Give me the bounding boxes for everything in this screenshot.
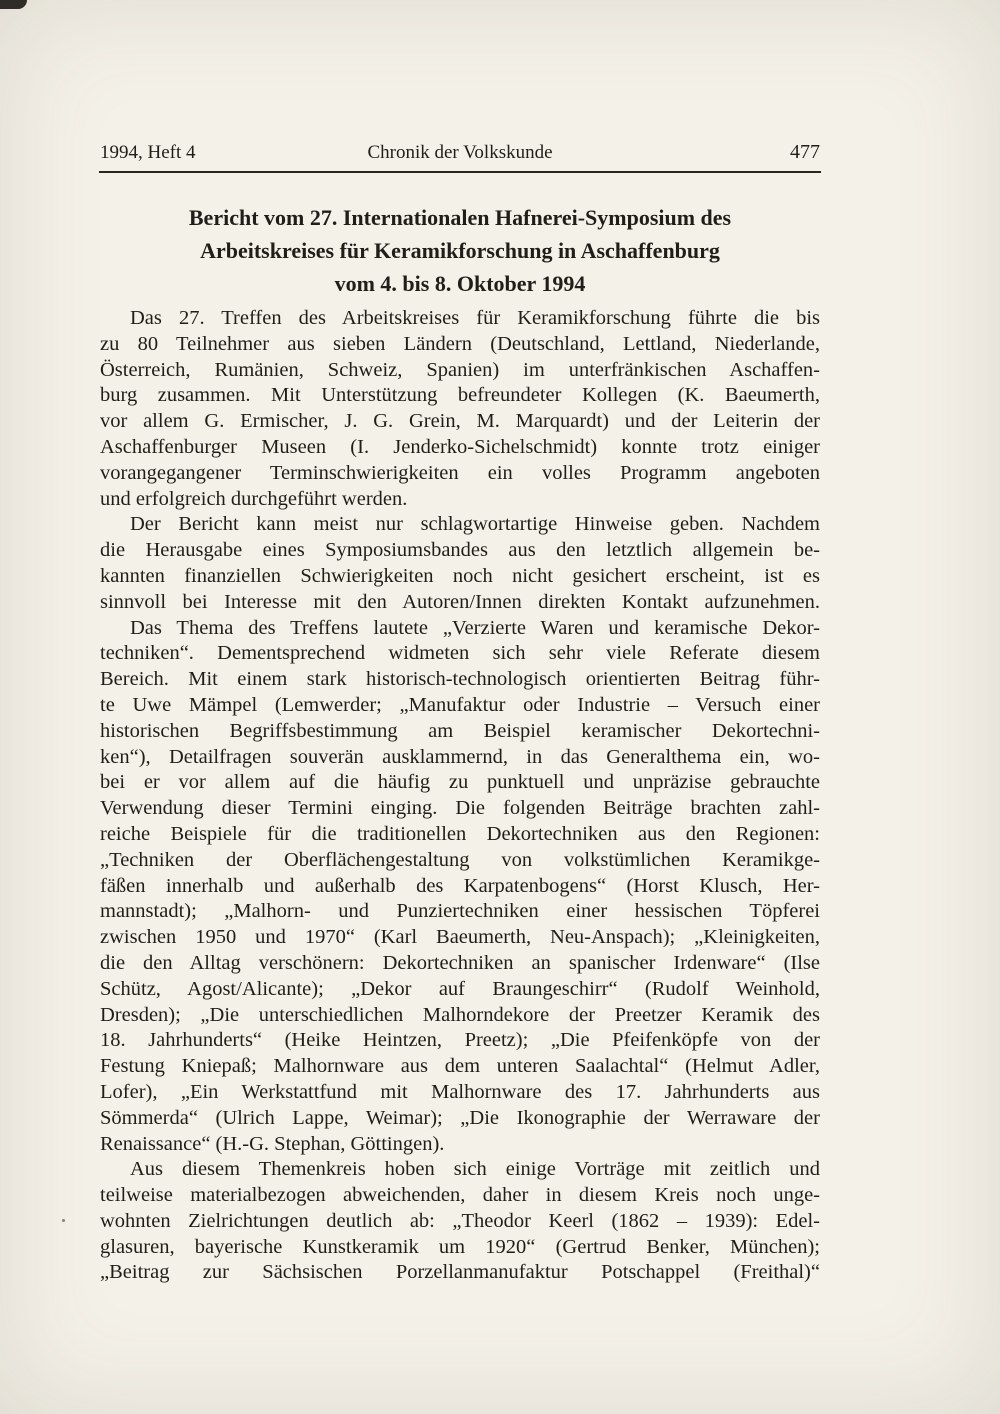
text-line: vor allem G. Ermischer, J. G. Grein, M. Marquardt) und der Leiterin der: [100, 410, 820, 433]
text-line: zu 80 Teilnehmer aus sieben Ländern (Deutschland, Lettland, Niederlande,: [100, 332, 820, 355]
text-line: sinnvoll bei Interesse mit den Autoren/Innen direkten Kontakt aufzunehmen.: [100, 590, 820, 613]
text-line: techniken“. Dementsprechend widmeten sich sehr viele Referate diesem: [100, 642, 820, 665]
text-line: Lofer), „Ein Werkstattfund mit Malhornware des 17. Jahrhunderts aus: [100, 1080, 820, 1103]
text-line: reiche Beispiele für die traditionellen Dekortechniken aus den Regionen:: [100, 822, 820, 845]
text-line: historischen Begriffsbestimmung am Beispiel keramischer Dekortechni-: [100, 719, 820, 742]
text-line: glasuren, bayerische Kunstkeramik um 1920“ (Gertrud Benker, München);: [100, 1235, 820, 1258]
text-line: bei er vor allem auf die häufig zu punktuell und unpräzise gebrauchte: [100, 771, 820, 794]
text-line: die Herausgabe eines Symposiumsbandes aus den letztlich allgemein be-: [100, 539, 820, 562]
page-number: 477: [790, 141, 820, 163]
text-line: Das Thema des Treffens lautete „Verzierte Waren und keramische Dekor-: [130, 616, 820, 639]
text-line: zwischen 1950 und 1970“ (Karl Baeumerth, Neu-Anspach); „Kleinigkeiten,: [100, 926, 820, 949]
text-line: Der Bericht kann meist nur schlagwortartige Hinweise geben. Nachdem: [130, 513, 820, 536]
running-header: [100, 141, 820, 165]
text-line: Renaissance“ (H.-G. Stephan, Göttingen).: [100, 1132, 445, 1155]
title-line: Bericht vom 27. Internationalen Hafnerei-Symposium des: [188, 205, 732, 230]
text-line: kannten finanziellen Schwierigkeiten noch nicht gesichert erscheint, ist es: [100, 564, 820, 587]
text-line: Sömmerda“ (Ulrich Lappe, Weimar); „Die Ikonographie der Werraware der: [100, 1106, 820, 1129]
scan-artifact-corner: [0, 0, 27, 9]
text-line: te Uwe Mämpel (Lemwerder; „Manufaktur oder Industrie – Versuch einer: [100, 693, 820, 716]
text-line: Aus diesem Themenkreis hoben sich einige Vorträge mit zeitlich und: [130, 1158, 820, 1181]
text-line: teilweise materialbezogen abweichenden, daher in diesem Kreis noch unge-: [100, 1184, 820, 1207]
paragraph-2: [100, 512, 820, 615]
text-line: vorangegangener Terminschwierigkeiten ein volles Programm angeboten: [100, 461, 820, 484]
text-line: die den Alltag verschönern: Dekortechniken an spanischer Irdenware“ (Ilse: [100, 951, 820, 974]
text-line: „Beitrag zur Sächsischen Porzellanmanufaktur Potschappel (Freithal)“: [100, 1261, 820, 1284]
text-line: Aschaffenburger Museen (I. Jenderko-Sichelschmidt) konnte trotz einiger: [100, 435, 820, 458]
text-line: Festung Kniepaß; Malhornware aus dem unteren Saalachtal“ (Helmut Adler,: [100, 1055, 820, 1078]
paragraph-1: [100, 306, 820, 512]
text-line: Das 27. Treffen des Arbeitskreises für Keramikforschung führte die bis: [130, 307, 820, 329]
paragraph-3: [100, 616, 820, 1158]
text-line: Verwendung dieser Termini einging. Die folgenden Beiträge brachten zahl-: [100, 797, 820, 820]
text-line: und erfolgreich durchgeführt werden.: [100, 487, 408, 510]
text-line: Bereich. Mit einem stark historisch-technologisch orientierten Beitrag führ-: [100, 668, 820, 691]
text-line: 18. Jahrhunderts“ (Heike Heintzen, Preetz); „Die Pfeifenköpfe von der: [100, 1029, 820, 1052]
text-line: ken“), Detailfragen souverän ausklammernd, in das Generalthema ein, wo-: [100, 745, 820, 768]
text-line: Dresden); „Die unterschiedlichen Malhorndekore der Preetzer Keramik des: [100, 1003, 820, 1026]
text-line: „Techniken der Oberflächengestaltung von volkstümlichen Keramikge-: [100, 848, 820, 871]
article-body: [100, 306, 820, 1286]
text-line: mannstadt); „Malhorn- und Punziertechniken einer hessischen Töpferei: [100, 900, 820, 923]
text-line: wohnten Zielrichtungen deutlich ab: „Theodor Keerl (1862 – 1939): Edel-: [100, 1209, 820, 1232]
issue-label: 1994, Heft 4: [100, 142, 196, 163]
article-title: [100, 201, 820, 300]
text-line: burg zusammen. Mit Unterstützung befreundeter Kollegen (K. Baeumerth,: [100, 384, 820, 407]
journal-title: Chronik der Volkskunde: [367, 142, 553, 163]
text-line: Österreich, Rumänien, Schweiz, Spanien) im unterfränkischen Aschaffen-: [100, 358, 820, 381]
title-line: Arbeitskreises für Keramikforschung in Aschaffenburg: [200, 238, 720, 263]
text-line: Schütz, Agost/Alicante); „Dekor auf Braungeschirr“ (Rudolf Weinhold,: [100, 977, 820, 1000]
title-line: vom 4. bis 8. Oktober 1994: [334, 271, 586, 296]
text-line: fäßen innerhalb und außerhalb des Karpatenbogens“ (Horst Klusch, Her-: [100, 874, 820, 897]
header-rule: [99, 171, 821, 173]
paragraph-4: [100, 1157, 820, 1286]
scan-artifact-speck: [62, 1219, 65, 1222]
